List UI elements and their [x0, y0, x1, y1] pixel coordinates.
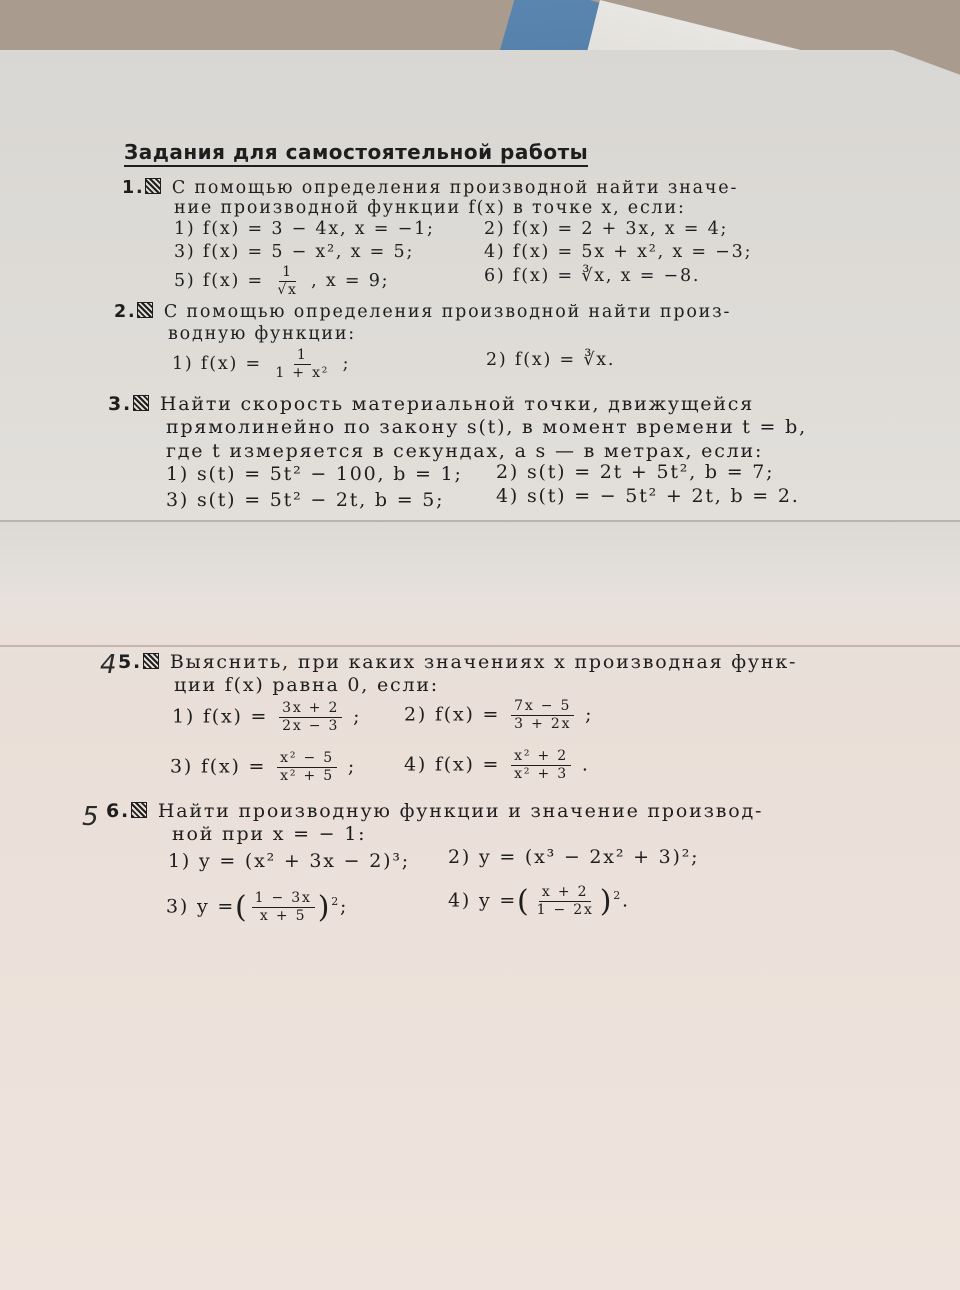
task4-item-4-fraction	[511, 748, 571, 783]
task3-text-line1: Найти скорость материальной точки, движущейся	[159, 393, 755, 415]
task4-item-2-fraction	[511, 698, 574, 733]
task5-item-4: 4) y =( $\frac{x + 2}{1 - 2x}$ )$^2$.	[448, 884, 630, 919]
task5-item-3-tail: ;	[340, 895, 349, 918]
task1-item-5-tail: , x = 9;	[311, 271, 390, 291]
task2-text-line1: С помощью определения производной найти произ-	[163, 302, 732, 322]
task5-item-3: 3) y =( $\frac{1 - 3x}{x + 5}$ )$^2$;	[166, 890, 349, 925]
task4-item-4	[404, 748, 590, 783]
level-mark-icon	[143, 653, 159, 669]
task5-item-3-head: 3) y =	[166, 895, 236, 918]
task2-number: 2.	[114, 302, 137, 322]
fraction-numerator: 1	[279, 264, 296, 282]
fraction-numerator: 7x − 5	[511, 698, 574, 716]
task2-item-2: 2) f(x) = ∛x.	[486, 350, 616, 370]
task2-item-1-head: 1) f(x) =	[172, 354, 262, 374]
handwritten-number-4: 4	[100, 650, 117, 680]
task4-item-1-head: 1) f(x) =	[172, 705, 269, 728]
task4-item-2-head: 2) f(x) =	[404, 703, 501, 726]
task5-item-3-fraction	[252, 890, 315, 925]
task4-item-3-head: 3) f(x) =	[170, 755, 267, 778]
task3-text-line3: где t измеряется в секундах, а s — в метрах, если:	[166, 440, 764, 462]
fraction-denominator: 3 + 2x	[514, 716, 572, 732]
task1-item-5-fraction	[274, 264, 300, 299]
task5-item-4-tail: .	[622, 889, 630, 912]
task2-item-1-fraction	[272, 347, 332, 382]
task1-line1	[122, 178, 738, 198]
level-mark-icon	[145, 178, 161, 194]
task1-item-1: 1) f(x) = 3 − 4x, x = −1;	[174, 219, 435, 239]
task4-line1	[118, 651, 797, 673]
fraction-numerator: x² + 2	[511, 748, 571, 766]
task5-item-4-head: 4) y =	[448, 889, 518, 912]
task4-item-1	[172, 700, 361, 735]
fraction-numerator: x² − 5	[277, 750, 337, 768]
task1-item-3: 3) f(x) = 5 − x², x = 5;	[174, 242, 415, 262]
task3-text-line2: прямолинейно по закону s(t), в момент времени t = b,	[166, 416, 807, 438]
task3-number: 3.	[108, 393, 133, 415]
fraction-denominator: 2x − 3	[282, 718, 340, 734]
level-mark-icon	[137, 302, 153, 318]
task4-item-3-tail: ;	[347, 755, 357, 778]
task4-item-4-head: 4) f(x) =	[404, 753, 501, 776]
fraction-numerator: x + 2	[539, 884, 591, 902]
fraction-denominator: x² + 3	[514, 766, 568, 782]
task5-item-4-fraction	[534, 884, 597, 919]
task2-line1	[114, 302, 731, 322]
task1-item-6: 6) f(x) = ∛x, x = −8.	[484, 266, 701, 286]
task1-item-2: 2) f(x) = 2 + 3x, x = 4;	[484, 219, 729, 239]
task4-item-2	[404, 698, 593, 733]
task1-text-line2: ние производной функции f(x) в точке x, если:	[174, 198, 686, 218]
task3-item-3: 3) s(t) = 5t² − 2t, b = 5;	[166, 489, 445, 511]
task5-number: 6.	[106, 800, 131, 822]
task1-text-line1: С помощью определения производной найти значе-	[171, 178, 739, 198]
task4-item-2-tail: ;	[585, 703, 594, 726]
task1-number: 1.	[122, 178, 145, 198]
task5-text-line2: ной при x = − 1:	[172, 823, 367, 845]
task4-item-1-fraction	[279, 700, 342, 735]
level-mark-icon	[131, 802, 147, 818]
fraction-numerator: 1	[294, 347, 311, 365]
task2-text-line2: водную функции:	[168, 324, 356, 344]
fraction-denominator: √x	[277, 282, 298, 298]
task3-item-4: 4) s(t) = − 5t² + 2t, b = 2.	[496, 485, 800, 507]
task4-text-line1: Выяснить, при каких значениях x производная функ-	[169, 651, 798, 673]
handwritten-number-5: 5	[82, 802, 99, 832]
task4-item-3	[170, 750, 356, 785]
fraction-numerator: 1 − 3x	[252, 890, 315, 908]
task5-item-1: 1) y = (x² + 3x − 2)³;	[168, 850, 410, 872]
task4-text-line2: ции f(x) равна 0, если:	[174, 674, 440, 696]
task1-item-5-head: 5) f(x) =	[174, 271, 264, 291]
task4-number: 5.	[118, 651, 143, 673]
task2-item-1-tail: ;	[342, 354, 351, 374]
fraction-numerator: 3x + 2	[279, 700, 342, 718]
fraction-denominator: 1 − 2x	[536, 902, 594, 918]
task2-item-1	[172, 347, 350, 382]
task1-item-5	[174, 264, 389, 299]
task5-item-2: 2) y = (x³ − 2x² + 3)²;	[448, 846, 700, 868]
task4-item-3-fraction	[277, 750, 337, 785]
fraction-denominator: x + 5	[259, 908, 307, 924]
task4-item-4-tail: .	[581, 753, 590, 776]
level-mark-icon	[133, 395, 149, 411]
page-title: Задания для самостоятельной работы	[124, 140, 588, 167]
task4-item-1-tail: ;	[353, 705, 362, 728]
task5-text-line1: Найти производную функции и значение производ-	[157, 800, 764, 822]
task1-item-4: 4) f(x) = 5x + x², x = −3;	[484, 242, 753, 262]
fraction-denominator: 1 + x²	[275, 365, 330, 381]
task5-line1	[106, 800, 763, 822]
task3-item-1: 1) s(t) = 5t² − 100, b = 1;	[166, 463, 463, 485]
task3-item-2: 2) s(t) = 2t + 5t², b = 7;	[496, 461, 775, 483]
task3-line1	[108, 393, 754, 415]
fraction-denominator: x² + 5	[280, 768, 334, 784]
